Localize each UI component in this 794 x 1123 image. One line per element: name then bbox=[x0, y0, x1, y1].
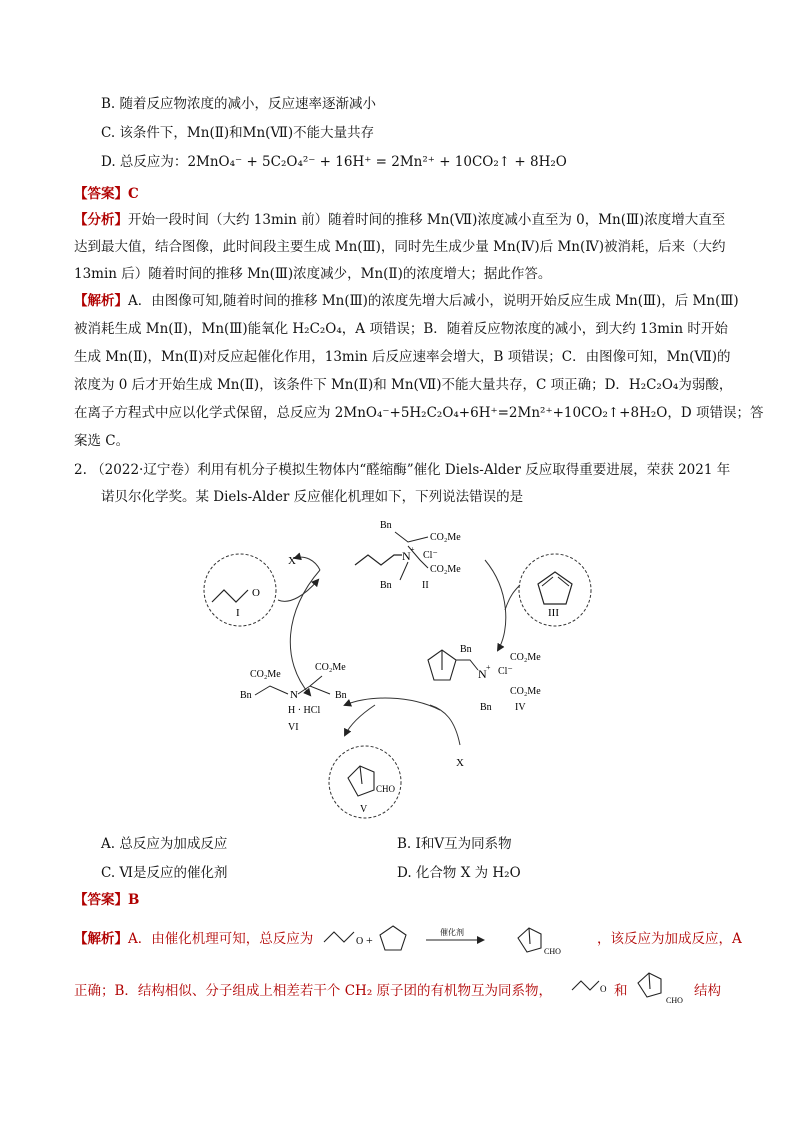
inline-acrolein-2-o: O bbox=[600, 984, 607, 994]
compound-ii-co2me-top: CO₂Me bbox=[430, 532, 461, 543]
q1-answer bbox=[74, 185, 139, 203]
compound-ii-cl: Cl⁻ bbox=[423, 550, 438, 561]
compound-iv-bn-top: Bn bbox=[460, 644, 472, 655]
compound-vi-label: VI bbox=[288, 722, 299, 733]
q2-explain-and: 和 bbox=[614, 983, 628, 999]
cycle-arrow-bottom bbox=[345, 698, 440, 710]
q1-analysis-line-2: 达到最大值，结合图像，此时间段主要生成 Mn(Ⅲ)，同时先生成少量 Mn(Ⅳ)后 Mn(Ⅳ)被消耗，后来（大约 bbox=[74, 239, 726, 255]
iii-in-arrow bbox=[505, 585, 520, 610]
q2-explain-line-1 bbox=[74, 930, 313, 948]
svg-text:+: + bbox=[366, 933, 373, 947]
explain-text-a: A．由催化机理可知，总反应为 bbox=[128, 931, 314, 947]
q2-option-a: A. 总反应为加成反应 bbox=[101, 836, 228, 852]
compound-vi-co2me-left: CO₂Me bbox=[250, 669, 281, 680]
q2-option-b: B. Ⅰ和Ⅴ互为同系物 bbox=[397, 836, 512, 852]
inline-product-2 bbox=[632, 965, 694, 1005]
compound-v-label: V bbox=[360, 804, 368, 815]
catalyst-label: 催化剂 bbox=[440, 928, 464, 937]
explain-tag: 【解析】 bbox=[74, 293, 128, 309]
v-out-arrow bbox=[345, 705, 375, 735]
compound-ii-label: II bbox=[422, 580, 429, 591]
cycle-arrow-right bbox=[485, 560, 506, 650]
q1-analysis-line-3: 13min 后）随着时间的推移 Mn(Ⅲ)浓度减少，Mn(Ⅱ)的浓度增大；据此作答。 bbox=[74, 266, 552, 282]
compound-vi-co2me-right: CO₂Me bbox=[315, 662, 346, 673]
inline-acrolein-2 bbox=[570, 972, 615, 1000]
cycle-arrow-left bbox=[290, 570, 320, 695]
q1-explain-line-3: 生成 Mn(Ⅱ)，Mn(Ⅱ)对反应起催化作用，13min 后反应速率会增大，B 项错误；C．由图像可知，Mn(Ⅶ)的 bbox=[74, 349, 731, 365]
inline-product-cho: CHO bbox=[544, 947, 561, 956]
q1-option-d-prefix: D. 总反应为： bbox=[101, 154, 188, 170]
inline-reaction bbox=[318, 918, 596, 958]
q2-stem-line-2: 诺贝尔化学奖。某 Diels-Alder 反应催化机理如下，下列说法错误的是 bbox=[101, 489, 524, 505]
compound-vi-bn-left: Bn bbox=[240, 690, 252, 701]
q2-explain-line-2: 正确；B．结构相似、分子组成上相差若干个 CH₂ 原子团的有机物互为同系物， bbox=[74, 983, 553, 999]
q2-explain-text-b: ，该反应为加成反应，A bbox=[597, 931, 742, 947]
compound-v-cho: CHO bbox=[376, 784, 396, 794]
q1-option-b: B. 随着反应物浓度的减小，反应速率逐渐减小 bbox=[101, 96, 377, 112]
q1-explain-line-2: 被消耗生成 Mn(Ⅱ)，Mn(Ⅲ)能氧化 H₂C₂O₄，A 项错误；B．随着反应物浓度的减小，到大约 13min 时开始 bbox=[74, 321, 728, 337]
q2-explain-structure: 结构 bbox=[694, 983, 721, 999]
answer-value: C bbox=[128, 186, 139, 202]
compound-ii-bn-top: Bn bbox=[380, 520, 392, 531]
i-in-arrow bbox=[278, 580, 318, 601]
q1-explain-line-5: 在离子方程式中应以化学式保留，总反应为 2MnO₄⁻+5H₂C₂O₄+6H⁺=2Mn²⁺+10CO₂↑+8H₂O，D 项错误；答 bbox=[74, 405, 764, 421]
q2-stem-line-1: 2. （2022·辽宁卷）利用有机分子模拟生物体内“醛缩酶”催化 Diels-Alder 反应取得重要进展，荣获 2021 年 bbox=[74, 462, 731, 478]
compound-ii-bn-bottom: Bn bbox=[380, 580, 392, 591]
q1-explain-line-4: 浓度为 0 后才开始生成 Mn(Ⅱ)，该条件下 Mn(Ⅱ)和 Mn(Ⅶ)不能大量共存，C 项正确；D．H₂C₂O₄为弱酸， bbox=[74, 377, 733, 393]
compound-iv-n: N bbox=[478, 667, 487, 681]
q1-explain-line-1 bbox=[74, 292, 739, 310]
compound-vi-n: N bbox=[290, 689, 298, 701]
analysis-text: 开始一段时间（大约 13min 前）随着时间的推移 Mn(Ⅶ)浓度减小直至为 0，Mn(Ⅲ)浓度增大直至 bbox=[128, 212, 726, 228]
compound-iii-label: III bbox=[548, 607, 559, 619]
answer-value: B bbox=[128, 892, 140, 908]
compound-vi-bn-right: Bn bbox=[335, 690, 347, 701]
explain-tag: 【解析】 bbox=[74, 931, 128, 947]
x-top-label: X bbox=[288, 555, 296, 567]
compound-vi-nh-hcl: H · HCl bbox=[288, 705, 321, 716]
compound-iv-cl: Cl⁻ bbox=[498, 666, 513, 677]
q1-explain-line-6: 案选 C。 bbox=[74, 433, 130, 449]
x-bottom-label: X bbox=[456, 757, 464, 769]
compound-i-o: O bbox=[252, 587, 260, 599]
svg-text:+: + bbox=[410, 545, 415, 554]
compound-ii-co2me-bottom: CO₂Me bbox=[430, 564, 461, 575]
compound-iv-co2me-top: CO₂Me bbox=[510, 652, 541, 663]
inline-cyclopentadiene bbox=[380, 926, 406, 950]
q1-option-d-equation: 2MnO₄⁻ + 5C₂O₄²⁻ + 16H⁺ = 2Mn²⁺ + 10CO₂↑ + 8H₂O bbox=[187, 154, 567, 170]
compound-iv-label: IV bbox=[515, 702, 526, 713]
q2-option-c: C. Ⅵ是反应的催化剂 bbox=[101, 865, 228, 881]
svg-text:+: + bbox=[486, 663, 491, 672]
compound-iv-co2me-bottom: CO₂Me bbox=[510, 686, 541, 697]
inline-acrolein-o: O bbox=[356, 936, 364, 947]
compound-ii-n: N bbox=[402, 549, 411, 563]
explain-text: A．由图像可知,随着时间的推移 Mn(Ⅲ)的浓度先增大后减小，说明开始反应生成 Mn(Ⅲ)，后 Mn(Ⅲ) bbox=[128, 293, 739, 309]
analysis-tag: 【分析】 bbox=[74, 212, 128, 228]
catalytic-cycle-diagram bbox=[180, 510, 620, 820]
answer-tag: 【答案】 bbox=[74, 892, 128, 908]
x-in-arrow bbox=[430, 705, 460, 745]
q2-option-d: D. 化合物 X 为 H₂O bbox=[397, 865, 521, 881]
inline-product-2-cho: CHO bbox=[666, 996, 683, 1005]
x-out-arrow bbox=[295, 557, 320, 570]
compound-i-circle bbox=[204, 554, 276, 626]
q2-answer bbox=[74, 891, 139, 909]
q1-analysis-line-1 bbox=[74, 211, 725, 229]
compound-i-label: I bbox=[236, 607, 240, 619]
answer-tag: 【答案】 bbox=[74, 186, 128, 202]
q1-option-c: C. 该条件下，Mn(Ⅱ)和Mn(Ⅶ)不能大量共存 bbox=[101, 125, 375, 141]
q1-option-d bbox=[101, 153, 567, 171]
compound-iv-bn-bottom: Bn bbox=[480, 702, 492, 713]
